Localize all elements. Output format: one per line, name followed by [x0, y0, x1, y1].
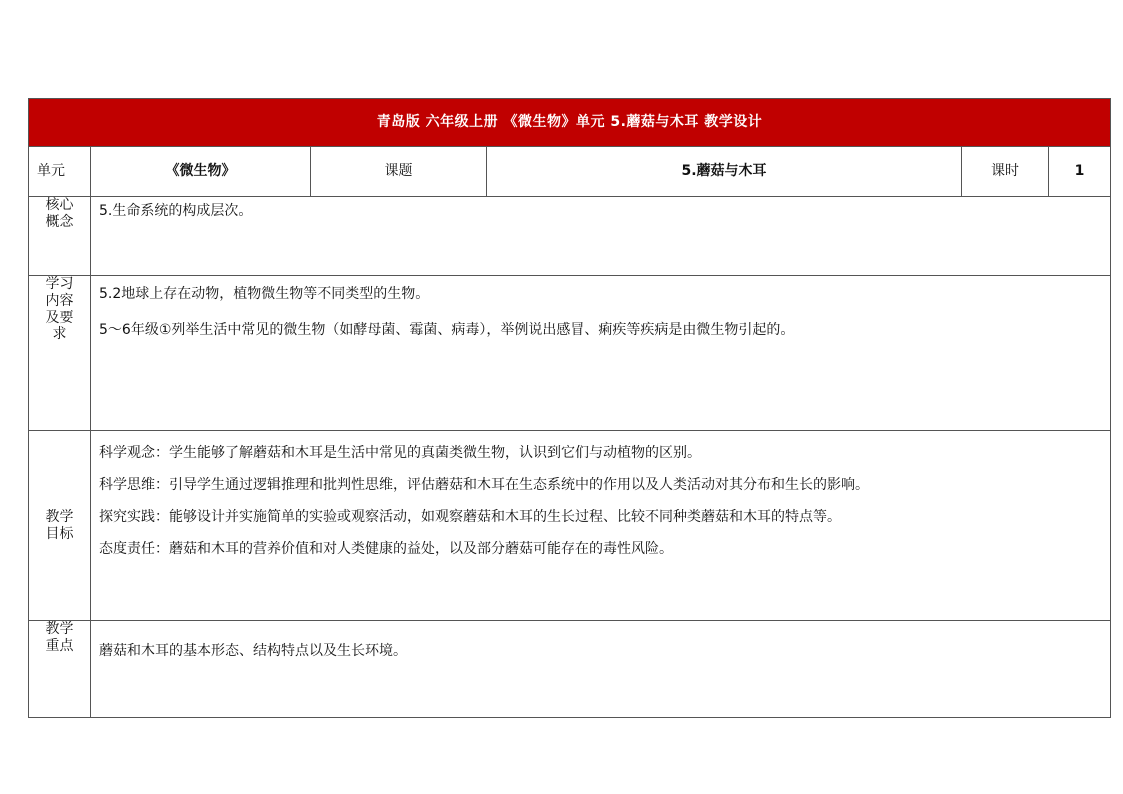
learning-label-line: 学习	[45, 276, 74, 292]
key-points-label-line: 重点	[45, 637, 74, 654]
goals-label-line: 教学	[45, 508, 74, 525]
core-concept-content	[91, 197, 1111, 276]
period-label: 课时	[962, 147, 1049, 197]
learning-line: 5.2地球上存在动物，植物微生物等不同类型的生物。	[99, 286, 430, 302]
learning-content	[91, 276, 1111, 431]
learning-line: 5～6年级①列举生活中常见的微生物（如酵母菌、霉菌、病毒），举例说出感冒、痢疾等疾病是由微生物引起的。	[99, 322, 795, 338]
goal-line: 探究实践：能够设计并实施简单的实验或观察活动，如观察蘑菇和木耳的生长过程、比较不同种类蘑菇和木耳的特点等。	[99, 509, 841, 525]
key-points-content	[91, 621, 1111, 718]
key-points-row	[29, 621, 1111, 718]
learning-label-line: 求	[52, 326, 67, 343]
header-row	[29, 147, 1111, 197]
topic-label: 课题	[311, 147, 487, 197]
learning-label-line: 及要	[45, 309, 74, 326]
goal-line: 态度责任：蘑菇和木耳的营养价值和对人类健康的益处，以及部分蘑菇可能存在的毒性风险。	[99, 541, 673, 557]
document-title: 青岛版 六年级上册 《微生物》单元 5.蘑菇与木耳 教学设计	[29, 99, 1111, 147]
goals-content	[91, 431, 1111, 621]
period-value: 1	[1049, 147, 1111, 197]
key-points-text: 蘑菇和木耳的基本形态、结构特点以及生长环境。	[99, 643, 407, 659]
unit-label: 单元	[29, 147, 91, 197]
core-concept-label-line: 核心	[45, 197, 74, 213]
key-points-label	[29, 621, 91, 718]
unit-value: 《微生物》	[91, 147, 311, 197]
goals-label	[29, 431, 91, 621]
title-row	[29, 99, 1111, 147]
topic-value: 5.蘑菇与木耳	[487, 147, 962, 197]
core-concept-row	[29, 197, 1111, 276]
core-concept-label	[29, 197, 91, 276]
learning-label-line: 内容	[45, 292, 74, 309]
goals-row	[29, 431, 1111, 621]
key-points-label-line: 教学	[45, 621, 74, 637]
core-concept-label-line: 概念	[45, 213, 74, 230]
goal-line: 科学观念：学生能够了解蘑菇和木耳是生活中常见的真菌类微生物，认识到它们与动植物的区别。	[99, 445, 701, 461]
learning-row	[29, 276, 1111, 431]
core-concept-text: 5.生命系统的构成层次。	[99, 203, 253, 219]
learning-label	[29, 276, 91, 431]
lesson-plan-table	[28, 98, 1111, 718]
goal-line: 科学思维：引导学生通过逻辑推理和批判性思维，评估蘑菇和木耳在生态系统中的作用以及人类活动对其分布和生长的影响。	[99, 477, 869, 493]
goals-label-line: 目标	[45, 525, 74, 542]
